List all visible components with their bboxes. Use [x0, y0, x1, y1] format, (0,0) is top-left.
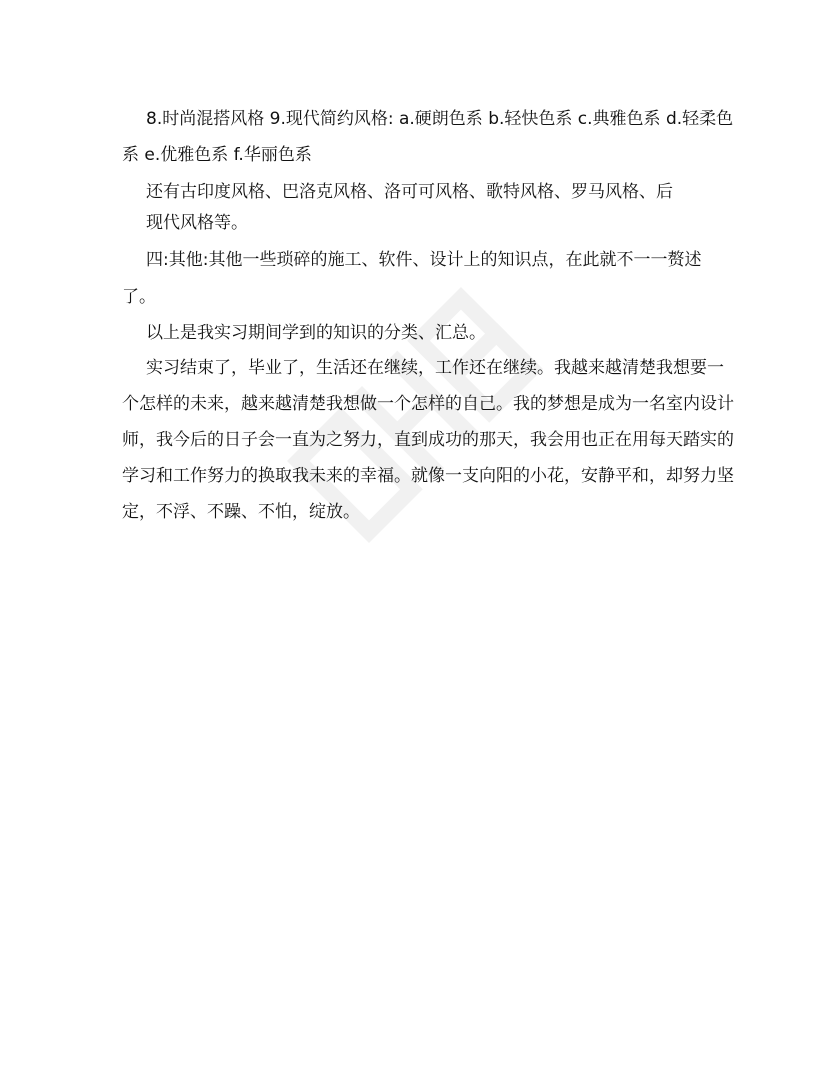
- text-line: 实习结束了，毕业了，生活还在继续，工作还在继续。我越来越清楚我想要一: [146, 358, 724, 378]
- text-line: 师，我今后的日子会一直为之努力，直到成功的那天，我会用也正在用每天踏实的: [122, 430, 734, 450]
- text-line: 了。: [122, 287, 156, 307]
- text-line: 四:其他:其他一些琐碎的施工、软件、设计上的知识点，在此就不一一赘述: [146, 250, 702, 270]
- text-line: 现代风格等。: [146, 213, 248, 233]
- text-line: 学习和工作努力的换取我未来的幸福。就像一支向阳的小花，安静平和，却努力坚: [122, 466, 734, 486]
- text-line: 8.时尚混搭风格 9.现代简约风格: a.硬朗色系 b.轻快色系 c.典雅色系 d.轻柔色: [146, 109, 734, 129]
- text-line: 以上是我实习期间学到的知识的分类、汇总。: [146, 323, 486, 343]
- text-line: 还有古印度风格、巴洛克风格、洛可可风格、歌特风格、罗马风格、后: [146, 182, 673, 202]
- text-line: 系 e.优雅色系 f.华丽色系: [122, 145, 312, 165]
- text-line: 定，不浮、不躁、不怕，绽放。: [122, 502, 360, 522]
- text-line: 个怎样的未来，越来越清楚我想做一个怎样的自己。我的梦想是成为一名室内设计: [122, 394, 734, 414]
